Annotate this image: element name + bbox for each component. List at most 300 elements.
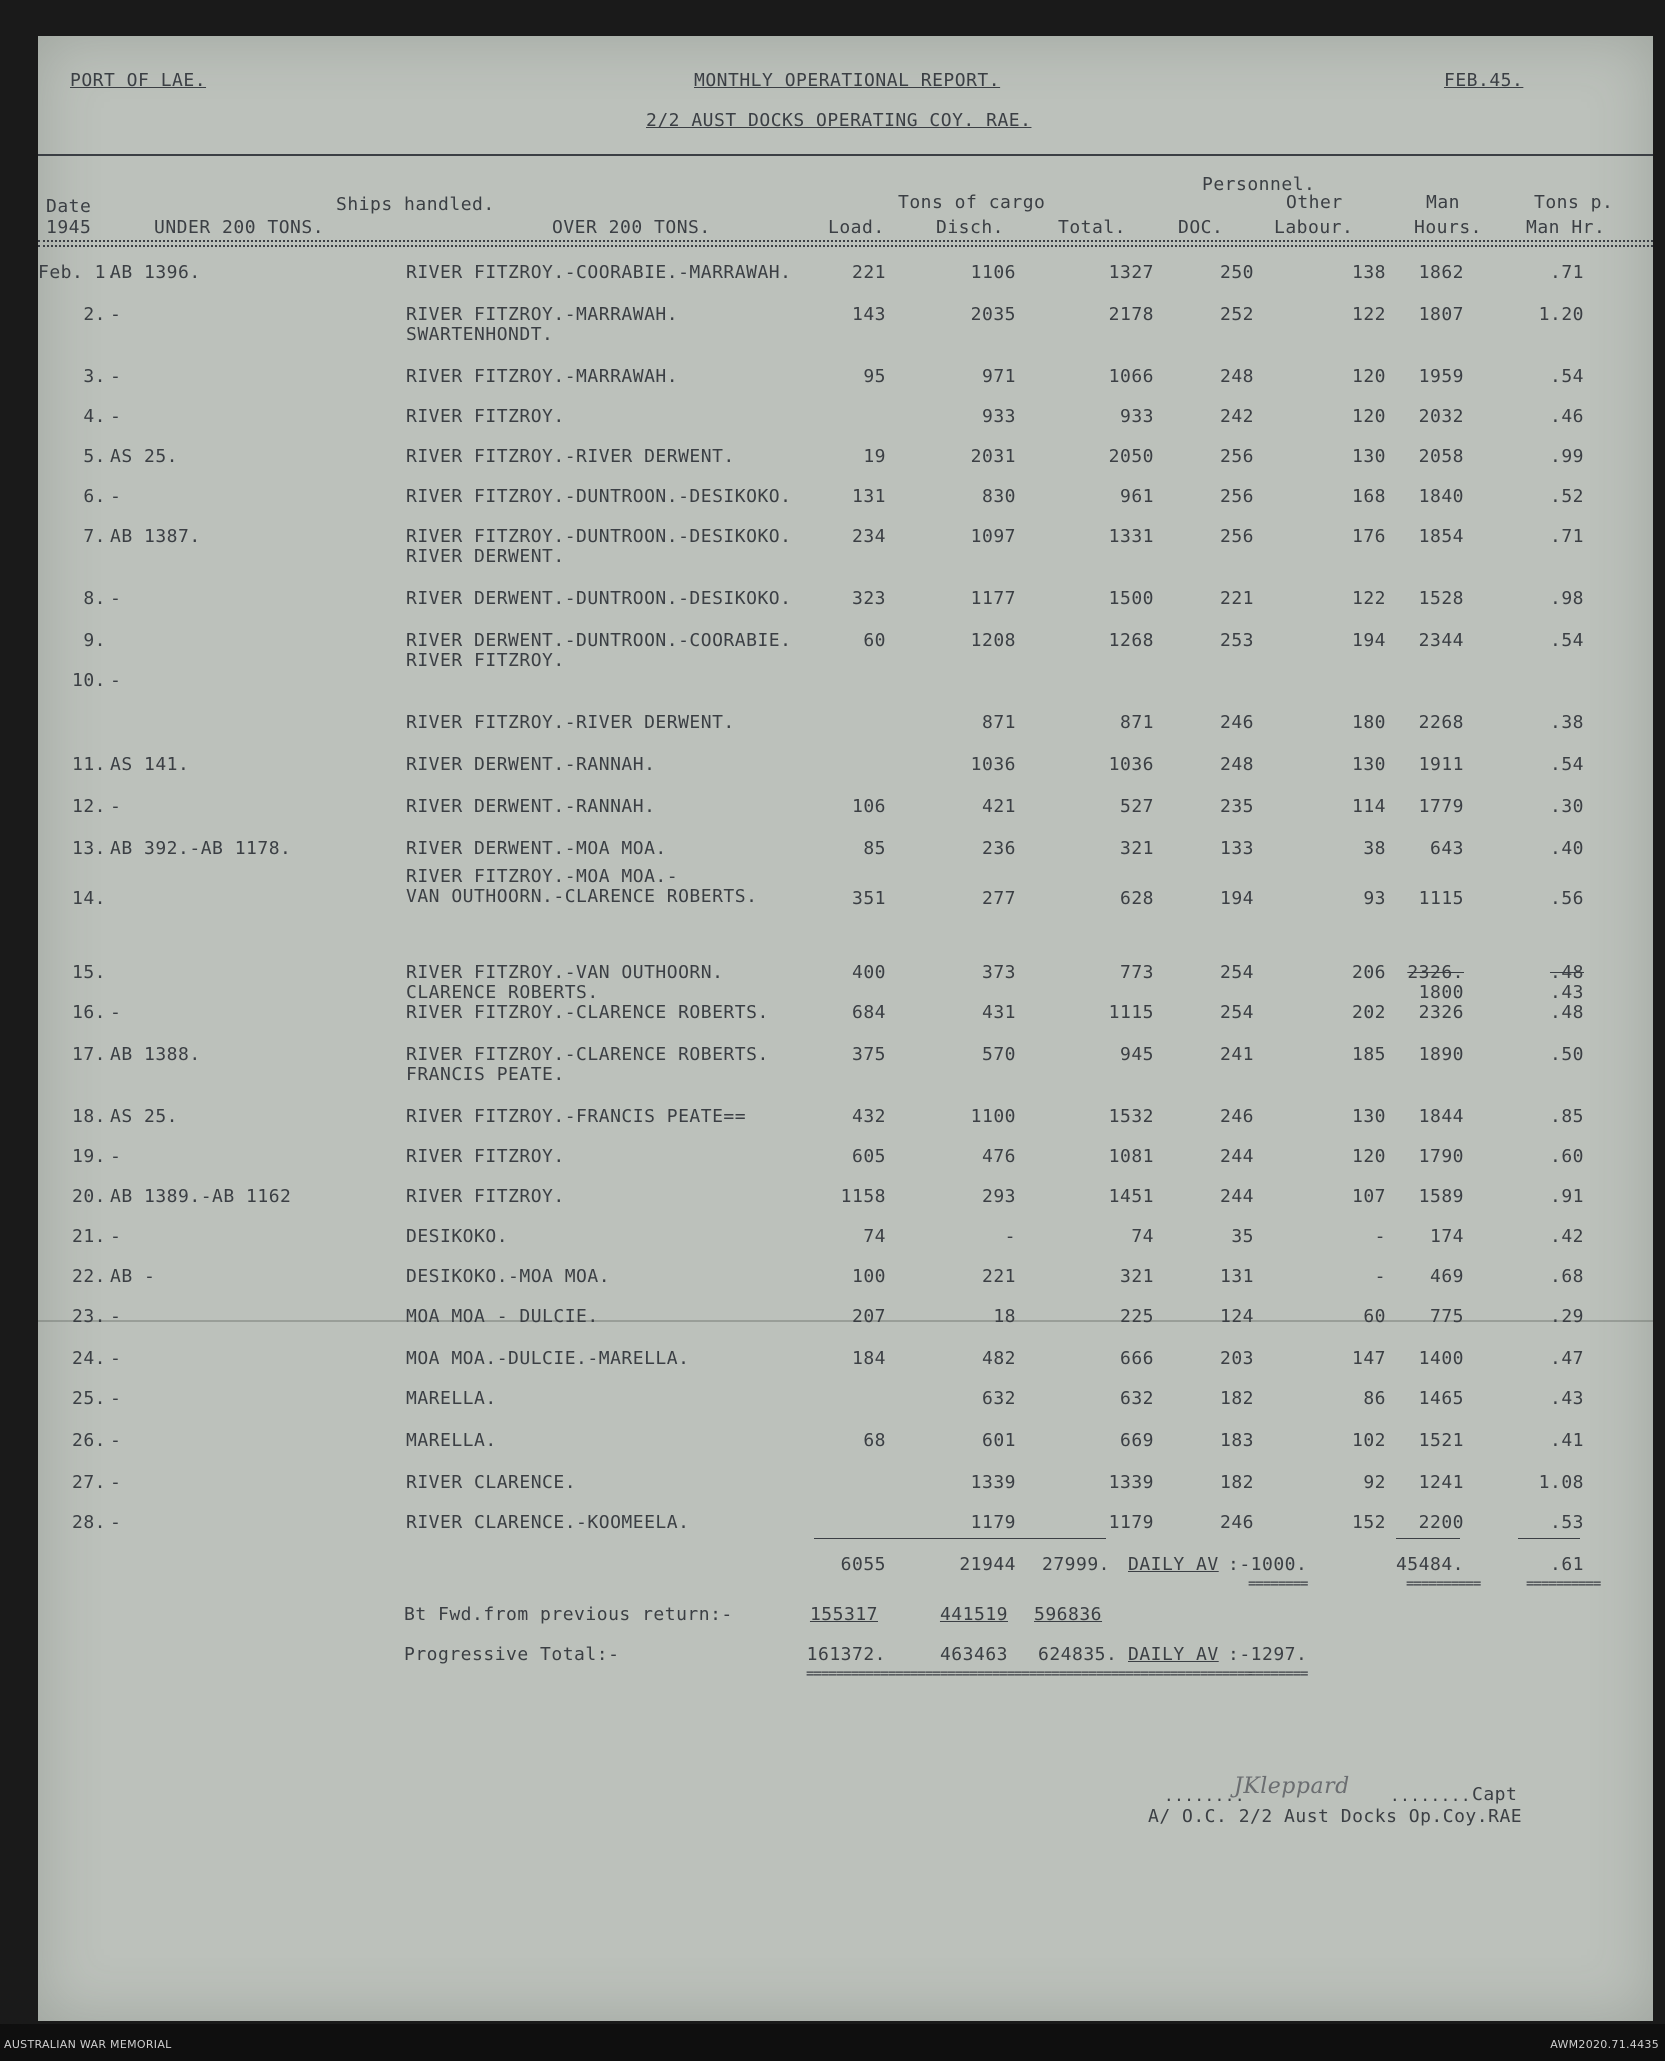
row-disch: 1097 — [970, 526, 1016, 547]
total-load: 6055 — [840, 1554, 886, 1575]
row-under-200: AB 1396. — [110, 262, 201, 283]
col-hours: Hours. — [1414, 217, 1483, 238]
row-load: 375 — [851, 1044, 886, 1065]
row-load: 143 — [851, 304, 886, 325]
row-under-200: - — [110, 486, 122, 507]
bt-fwd-disch: 441519 — [939, 1604, 1008, 1625]
row-other: 38 — [1363, 838, 1386, 859]
col-total: Total. — [1058, 217, 1127, 238]
row-over-200: MOA MOA.-DULCIE.-MARELLA. — [406, 1348, 690, 1369]
row-load: 221 — [851, 262, 886, 283]
table-row — [38, 1106, 1653, 1150]
progressive-underline: ============================================================ — [806, 1666, 1252, 1682]
row-hours: 775 — [1429, 1306, 1464, 1327]
row-date: 3. — [83, 366, 106, 387]
row-doc: 131 — [1219, 1266, 1254, 1287]
row-total: 669 — [1119, 1430, 1154, 1451]
row-other: - — [1374, 1226, 1386, 1247]
row-tph: .29 — [1549, 1306, 1584, 1327]
row-total: 1081 — [1108, 1146, 1154, 1167]
row-disch: 18 — [993, 1306, 1016, 1327]
progressive-daily-value: :-1297. — [1228, 1644, 1308, 1665]
row-over-200: RIVER FITZROY. — [406, 1146, 565, 1167]
col-load: Load. — [828, 217, 885, 238]
table-row — [38, 866, 1653, 932]
row-doc: 182 — [1219, 1388, 1254, 1409]
row-doc: 248 — [1219, 754, 1254, 775]
row-under-200: AB - — [110, 1266, 156, 1287]
total-total: 27999. — [1042, 1554, 1111, 1575]
row-other: 92 — [1363, 1472, 1386, 1493]
row-total: 1268 — [1108, 630, 1154, 651]
row-doc: 256 — [1219, 486, 1254, 507]
row-total: 1451 — [1108, 1186, 1154, 1207]
row-over-200: RIVER FITZROY. — [406, 1186, 565, 1207]
row-total: 1036 — [1108, 754, 1154, 775]
row-under-200: AS 25. — [110, 446, 179, 467]
table-row — [38, 1388, 1653, 1432]
row-disch: 971 — [981, 366, 1016, 387]
row-date: 15. — [71, 962, 106, 983]
row-total: 1179 — [1108, 1512, 1154, 1533]
row-date: 13. — [71, 838, 106, 859]
table-row — [38, 1430, 1653, 1474]
row-over-200: RIVER FITZROY.-MOA MOA.- — [406, 866, 679, 887]
row-date: 21. — [71, 1226, 106, 1247]
row-disch: 421 — [981, 796, 1016, 817]
signature: JKleppard — [1234, 1774, 1350, 1799]
row-other: 86 — [1363, 1388, 1386, 1409]
row-date: 18. — [71, 1106, 106, 1127]
row-tph: .48 — [1549, 962, 1584, 983]
row-tph: .60 — [1549, 1146, 1584, 1167]
row-tph: .56 — [1549, 888, 1584, 909]
row-total: 1331 — [1108, 526, 1154, 547]
row-under-200: AB 1387. — [110, 526, 201, 547]
col-over: OVER 200 TONS. — [552, 217, 711, 238]
row-doc: 246 — [1219, 1106, 1254, 1127]
row-date: 28. — [71, 1512, 106, 1533]
row-other: 130 — [1351, 446, 1386, 467]
row-tph: .99 — [1549, 446, 1584, 467]
row-tph: 1.08 — [1538, 1472, 1584, 1493]
row-load: 131 — [851, 486, 886, 507]
row-under-200: - — [110, 304, 122, 325]
row-disch: 431 — [981, 1002, 1016, 1023]
row-disch: 830 — [981, 486, 1016, 507]
row-hours: 2344 — [1418, 630, 1464, 651]
row-disch: 1179 — [970, 1512, 1016, 1533]
progressive-daily-label: DAILY AV — [1128, 1644, 1219, 1665]
row-other: 176 — [1351, 526, 1386, 547]
row-other: 120 — [1351, 1146, 1386, 1167]
row-over-200: RIVER DERWENT.-MOA MOA. — [406, 838, 667, 859]
row-doc: 248 — [1219, 366, 1254, 387]
row-hours: 1959 — [1418, 366, 1464, 387]
row-tph: .47 — [1549, 1348, 1584, 1369]
row-hours: 643 — [1429, 838, 1464, 859]
report-month: FEB.45. — [1444, 70, 1524, 91]
row-under-200: - — [110, 796, 122, 817]
row-hours: 1521 — [1418, 1430, 1464, 1451]
row-tph: 1.20 — [1538, 304, 1584, 325]
row-doc: 241 — [1219, 1044, 1254, 1065]
row-hours: 2326. — [1407, 962, 1464, 983]
row-doc: 253 — [1219, 630, 1254, 651]
row-doc: 254 — [1219, 1002, 1254, 1023]
row-total: 2050 — [1108, 446, 1154, 467]
row-date: 12. — [71, 796, 106, 817]
row-hours: 1807 — [1418, 304, 1464, 325]
row-over-200: RIVER FITZROY.-COORABIE.-MARRAWAH. — [406, 262, 792, 283]
row-date: 23. — [71, 1306, 106, 1327]
table-row — [38, 1512, 1653, 1556]
header-double-rule — [38, 240, 1653, 247]
row-under-200: AB 392.-AB 1178. — [110, 838, 292, 859]
col-tons-of-cargo: Tons of cargo — [898, 192, 1046, 213]
row-hours: 1854 — [1418, 526, 1464, 547]
row-over-200: DESIKOKO. — [406, 1226, 509, 1247]
row-load: 85 — [863, 838, 886, 859]
row-other: - — [1374, 1266, 1386, 1287]
tph-rule — [1518, 1538, 1580, 1539]
row-hours: 2058 — [1418, 446, 1464, 467]
row-date: 14. — [71, 888, 106, 909]
signature-dots-right: ........ — [1390, 1786, 1472, 1805]
row-load: 432 — [851, 1106, 886, 1127]
row-load: 74 — [863, 1226, 886, 1247]
row-doc: 194 — [1219, 888, 1254, 909]
progressive-total: 624835. — [1038, 1644, 1118, 1665]
row-other: 120 — [1351, 366, 1386, 387]
row-tph: .41 — [1549, 1430, 1584, 1451]
row-date: 4. — [83, 406, 106, 427]
row-doc: 246 — [1219, 712, 1254, 733]
table-row — [38, 588, 1653, 632]
row-under-200: - — [110, 1512, 122, 1533]
row-over-200: RIVER DERWENT.-DUNTROON.-COORABIE. — [406, 630, 792, 651]
footer-left: AUSTRALIAN WAR MEMORIAL — [4, 2038, 172, 2051]
row-tph: .50 — [1549, 1044, 1584, 1065]
row-total: 628 — [1119, 888, 1154, 909]
row-over-200: RIVER DERWENT.-RANNAH. — [406, 754, 656, 775]
row-doc: 124 — [1219, 1306, 1254, 1327]
row-total: 933 — [1119, 406, 1154, 427]
row-other: 130 — [1351, 1106, 1386, 1127]
row-tph: .68 — [1549, 1266, 1584, 1287]
row-tph: .98 — [1549, 588, 1584, 609]
row-date: 5. — [83, 446, 106, 467]
row-total: 1327 — [1108, 262, 1154, 283]
bt-fwd-label: Bt Fwd.from previous return:- — [404, 1604, 733, 1625]
row-other: 107 — [1351, 1186, 1386, 1207]
row-over-200: RIVER FITZROY.-MARRAWAH. — [406, 366, 679, 387]
table-row — [38, 1472, 1653, 1516]
row-other: 60 — [1363, 1306, 1386, 1327]
row-doc: 244 — [1219, 1146, 1254, 1167]
table-row — [38, 1306, 1653, 1350]
row-under-200: - — [110, 1226, 122, 1247]
row-date: 9. — [83, 630, 106, 651]
row-disch: 482 — [981, 1348, 1016, 1369]
row-tph: .71 — [1549, 262, 1584, 283]
row-disch: 871 — [981, 712, 1016, 733]
row-over-200: RIVER FITZROY.-DUNTROON.-DESIKOKO. — [406, 486, 792, 507]
row-tph: .85 — [1549, 1106, 1584, 1127]
row-doc: 242 — [1219, 406, 1254, 427]
row-total: 773 — [1119, 962, 1154, 983]
progressive-disch: 463463 — [939, 1644, 1008, 1665]
row-load: 106 — [851, 796, 886, 817]
row-disch: 1100 — [970, 1106, 1016, 1127]
row-over-200: MARELLA. — [406, 1388, 497, 1409]
row-tph: .54 — [1549, 630, 1584, 651]
col-other: Other — [1286, 192, 1343, 213]
row-load: 400 — [851, 962, 886, 983]
row-doc: 221 — [1219, 588, 1254, 609]
row-load: 605 — [851, 1146, 886, 1167]
row-hours-corrected: 1800 — [1418, 982, 1464, 1003]
row-doc: 250 — [1219, 262, 1254, 283]
unit-name: 2/2 AUST DOCKS OPERATING COY. RAE. — [646, 110, 1032, 131]
row-date: 19. — [71, 1146, 106, 1167]
row-over-200: RIVER FITZROY.-RIVER DERWENT. — [406, 446, 735, 467]
daily-av-label: DAILY AV — [1128, 1554, 1219, 1575]
row-doc: 235 — [1219, 796, 1254, 817]
table-row — [38, 446, 1653, 490]
row-disch: 601 — [981, 1430, 1016, 1451]
table-row — [38, 670, 1653, 714]
row-total: 1339 — [1108, 1472, 1154, 1493]
row-under-200: - — [110, 1002, 122, 1023]
col-date: Date — [46, 196, 92, 217]
row-date: 11. — [71, 754, 106, 775]
table-row — [38, 712, 1653, 756]
row-date: 16. — [71, 1002, 106, 1023]
row-hours: 1241 — [1418, 1472, 1464, 1493]
document-sheet — [38, 36, 1653, 2021]
footer-right: AWM2020.71.4435 — [1550, 2038, 1659, 2051]
row-tph: .38 — [1549, 712, 1584, 733]
row-load: 19 — [863, 446, 886, 467]
total-disch: 21944 — [959, 1554, 1016, 1575]
table-row — [38, 406, 1653, 450]
row-over-200: FRANCIS PEATE. — [406, 1064, 565, 1085]
row-hours: 1400 — [1418, 1348, 1464, 1369]
row-load: 234 — [851, 526, 886, 547]
row-hours: 1890 — [1418, 1044, 1464, 1065]
row-total: 2178 — [1108, 304, 1154, 325]
row-disch: 632 — [981, 1388, 1016, 1409]
signature-dots-left: ........ — [1164, 1786, 1246, 1805]
row-under-200: - — [110, 1430, 122, 1451]
row-over-200: RIVER FITZROY. — [406, 406, 565, 427]
row-doc: 183 — [1219, 1430, 1254, 1451]
row-under-200: - — [110, 1348, 122, 1369]
row-tph: .71 — [1549, 526, 1584, 547]
header-rule — [38, 154, 1653, 156]
archive-footer-strip — [0, 2024, 1665, 2061]
row-disch: 1208 — [970, 630, 1016, 651]
hours-rule — [1396, 1538, 1460, 1539]
daily-av-underline: ======== — [1248, 1576, 1308, 1592]
progressive-label: Progressive Total:- — [404, 1644, 620, 1665]
row-date: 7. — [83, 526, 106, 547]
row-total: 945 — [1119, 1044, 1154, 1065]
table-row — [38, 304, 1653, 348]
row-date: 22. — [71, 1266, 106, 1287]
row-over-200: RIVER FITZROY.-VAN OUTHOORN. — [406, 962, 724, 983]
signature-title: A/ O.C. 2/2 Aust Docks Op.Coy.RAE — [1148, 1806, 1523, 1827]
row-doc: 182 — [1219, 1472, 1254, 1493]
row-under-200: AB 1388. — [110, 1044, 201, 1065]
row-other: 194 — [1351, 630, 1386, 651]
row-tph: .42 — [1549, 1226, 1584, 1247]
row-hours: 2326 — [1418, 1002, 1464, 1023]
row-date: 8. — [83, 588, 106, 609]
row-disch: 2035 — [970, 304, 1016, 325]
row-under-200: - — [110, 1306, 122, 1327]
row-hours: 1844 — [1418, 1106, 1464, 1127]
row-other: 93 — [1363, 888, 1386, 909]
row-other: 202 — [1351, 1002, 1386, 1023]
row-over-200: RIVER FITZROY.-FRANCIS PEATE== — [406, 1106, 747, 1127]
row-hours: 1862 — [1418, 262, 1464, 283]
row-total: 1115 — [1108, 1002, 1154, 1023]
row-load: 60 — [863, 630, 886, 651]
row-load: 207 — [851, 1306, 886, 1327]
row-disch: 1106 — [970, 262, 1016, 283]
row-hours: 1465 — [1418, 1388, 1464, 1409]
table-row — [38, 630, 1653, 674]
row-hours: 1779 — [1418, 796, 1464, 817]
row-load: 95 — [863, 366, 886, 387]
row-under-200: - — [110, 588, 122, 609]
row-over-200: RIVER FITZROY.-MARRAWAH. — [406, 304, 679, 325]
col-doc: DOC. — [1178, 217, 1224, 238]
row-over-200: RIVER FITZROY.-DUNTROON.-DESIKOKO. — [406, 526, 792, 547]
row-tph: .48 — [1549, 1002, 1584, 1023]
total-hours: 45484. — [1395, 1554, 1464, 1575]
row-under-200: - — [110, 1472, 122, 1493]
row-doc: 133 — [1219, 838, 1254, 859]
row-tph-corrected: .43 — [1549, 982, 1584, 1003]
row-under-200: - — [110, 406, 122, 427]
row-doc: 35 — [1231, 1226, 1254, 1247]
col-disch: Disch. — [936, 217, 1005, 238]
row-disch: - — [1004, 1226, 1016, 1247]
row-load: 323 — [851, 588, 886, 609]
row-hours: 2200 — [1418, 1512, 1464, 1533]
table-row — [38, 486, 1653, 530]
row-under-200: - — [110, 366, 122, 387]
row-over-200: CLARENCE ROBERTS. — [406, 982, 599, 1003]
row-tph: .91 — [1549, 1186, 1584, 1207]
row-under-200: - — [110, 670, 122, 691]
row-load: 1158 — [840, 1186, 886, 1207]
row-hours: 174 — [1429, 1226, 1464, 1247]
table-row — [38, 1226, 1653, 1270]
table-row — [38, 1266, 1653, 1310]
row-total: 321 — [1119, 1266, 1154, 1287]
table-row — [38, 796, 1653, 840]
row-date: 26. — [71, 1430, 106, 1451]
row-total: 225 — [1119, 1306, 1154, 1327]
row-disch: 293 — [981, 1186, 1016, 1207]
row-other: 122 — [1351, 304, 1386, 325]
row-over-200: RIVER CLARENCE. — [406, 1472, 577, 1493]
daily-av-value: :-1000. — [1228, 1554, 1308, 1575]
row-disch: 1339 — [970, 1472, 1016, 1493]
row-over-200: RIVER DERWENT. — [406, 546, 565, 567]
table-row — [38, 1348, 1653, 1392]
row-disch: 221 — [981, 1266, 1016, 1287]
row-doc: 256 — [1219, 526, 1254, 547]
col-personnel: Personnel. — [1202, 174, 1316, 195]
row-tph: .53 — [1549, 1512, 1584, 1533]
row-under-200: - — [110, 1388, 122, 1409]
row-other: 206 — [1351, 962, 1386, 983]
row-tph: .30 — [1549, 796, 1584, 817]
row-other: 168 — [1351, 486, 1386, 507]
table-row — [38, 1002, 1653, 1046]
row-hours: 2268 — [1418, 712, 1464, 733]
signature-rank: Capt — [1472, 1784, 1518, 1805]
row-over-200: RIVER DERWENT.-DUNTROON.-DESIKOKO. — [406, 588, 792, 609]
row-under-200: AS 25. — [110, 1106, 179, 1127]
bt-fwd-load: 155317 — [809, 1604, 878, 1625]
row-date: 20. — [71, 1186, 106, 1207]
table-row — [38, 526, 1653, 570]
row-hours: 469 — [1429, 1266, 1464, 1287]
col-ships: Ships handled. — [336, 194, 495, 215]
row-total: 666 — [1119, 1348, 1154, 1369]
table-row — [38, 962, 1653, 1006]
row-date: 10. — [71, 670, 106, 691]
table-row — [38, 1044, 1653, 1088]
row-tph: .43 — [1549, 1388, 1584, 1409]
row-date: 25. — [71, 1388, 106, 1409]
col-tons-p: Tons p. — [1534, 192, 1614, 213]
row-total: 961 — [1119, 486, 1154, 507]
row-under-200: AS 141. — [110, 754, 190, 775]
row-doc: 203 — [1219, 1348, 1254, 1369]
row-other: 147 — [1351, 1348, 1386, 1369]
row-date: 2. — [83, 304, 106, 325]
row-doc: 246 — [1219, 1512, 1254, 1533]
row-hours: 1528 — [1418, 588, 1464, 609]
row-over-200: SWARTENHONDT. — [406, 324, 554, 345]
table-row — [38, 1146, 1653, 1190]
row-hours: 1589 — [1418, 1186, 1464, 1207]
row-hours: 1790 — [1418, 1146, 1464, 1167]
row-over-200: VAN OUTHOORN.-CLARENCE ROBERTS. — [406, 886, 758, 907]
row-load: 351 — [851, 888, 886, 909]
row-load: 684 — [851, 1002, 886, 1023]
bt-fwd-total: 596836 — [1034, 1604, 1103, 1625]
hours-underline: ========== — [1406, 1576, 1481, 1592]
row-over-200: RIVER FITZROY. — [406, 650, 565, 671]
row-hours: 1115 — [1418, 888, 1464, 909]
row-hours: 2032 — [1418, 406, 1464, 427]
row-tph: .54 — [1549, 366, 1584, 387]
row-tph: .52 — [1549, 486, 1584, 507]
row-over-200: MARELLA. — [406, 1430, 497, 1451]
row-disch: 933 — [981, 406, 1016, 427]
row-over-200: RIVER FITZROY.-CLARENCE ROBERTS. — [406, 1002, 769, 1023]
row-disch: 373 — [981, 962, 1016, 983]
col-man-hr: Man Hr. — [1526, 217, 1606, 238]
